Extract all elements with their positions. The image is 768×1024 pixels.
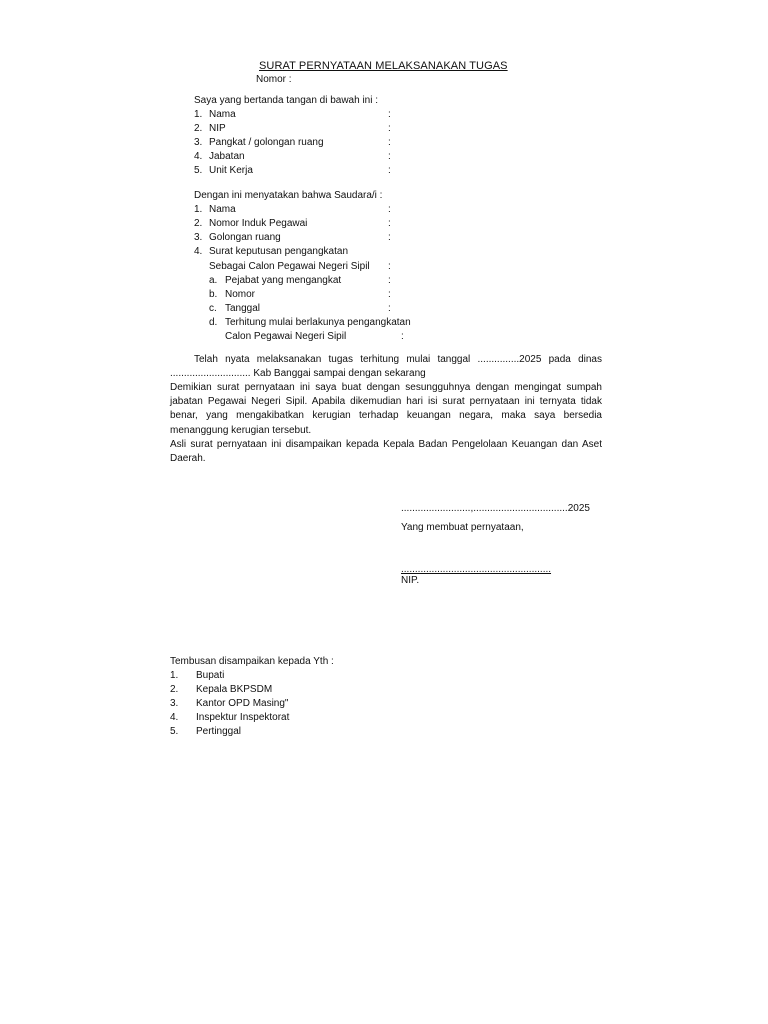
item-number: 3. [194,232,203,243]
paragraph-line: Telah nyata melaksanakan tugas terhitung mulai tanggal ...............2025 pada dinas [194,354,602,365]
paragraph-line: Asli surat pernyataan ini disampaikan kepada Kepala Badan Pengelolaan Keuangan dan Aset [170,439,602,450]
item-colon: : [388,109,391,120]
item-number: 4. [194,246,203,257]
section2-intro: Dengan ini menyatakan bahwa Saudara/i : [194,190,383,201]
item-colon: : [388,289,391,300]
sub-item-letter: d. [209,317,218,328]
item-number: 3. [194,137,203,148]
sub-item-letter: c. [209,303,217,314]
item-label: Unit Kerja [209,165,253,176]
item-label: Kantor OPD Masing" [196,698,289,709]
sub-item-label: Pejabat yang mengangkat [225,275,342,286]
item-label: Golongan ruang [209,232,281,243]
paragraph-line: ............................. Kab Banggai sampai dengan sekarang [170,368,426,379]
signature-name-line: ...................................................... [401,564,552,575]
item-colon: : [388,261,391,272]
signature-nip-label: NIP. [401,575,420,586]
paragraph-line: menanggung kerugian tersebut. [170,425,312,436]
tembusan-heading: Tembusan disampaikan kepada Yth : [170,656,334,667]
sub-item-label: Tanggal [225,303,261,314]
nomor-label: Nomor : [256,74,292,85]
document-title: SURAT PERNYATAAN MELAKSANAKAN TUGAS [259,60,508,72]
sub-item-letter: b. [209,289,218,300]
item-number: 4. [194,151,203,162]
item-label: Pertinggal [196,726,242,737]
sub-item-letter: a. [209,275,218,286]
item-number: 1. [194,204,203,215]
item-label: Nomor Induk Pegawai [209,218,308,229]
item-colon: : [388,165,391,176]
paragraph-line: benar, yang mengakibatkan kerugian terhadap keuangan negara, maka saya bersedia [170,410,602,421]
item-colon: : [388,137,391,148]
item-number: 1. [194,109,203,120]
item-number: 1. [170,670,179,681]
item-colon: : [388,303,391,314]
item-label: Nama [209,109,236,120]
item-number: 5. [194,165,203,176]
item-number: 2. [194,218,203,229]
item-label: Nama [209,204,236,215]
item-colon: : [388,151,391,162]
item-colon: : [388,204,391,215]
item-label: Inspektur Inspektorat [196,712,290,723]
item-colon: : [388,123,391,134]
paragraph-line: Daerah. [170,453,206,464]
item-label: Jabatan [209,151,245,162]
item-label: Pangkat / golongan ruang [209,137,324,148]
item-number: 3. [170,698,179,709]
sub-item-label: Nomor [225,289,256,300]
sub-heading: Sebagai Calon Pegawai Negeri Sipil [209,261,370,272]
item-colon: : [388,232,391,243]
signature-maker-label: Yang membuat pernyataan, [401,522,524,533]
item-number: 2. [170,684,179,695]
paragraph-line: jabatan Pegawai Negeri Sipil. Apabila dikemudian hari isi surat pernyataan ini ternyata tidak [170,396,602,407]
item-colon: : [388,275,391,286]
item-number: 5. [170,726,179,737]
item-label: Surat keputusan pengangkatan [209,246,348,257]
paragraph-line: Demikian surat pernyataan ini saya buat dengan sesungguhnya dengan mengingat sumpah [170,382,602,393]
item-number: 2. [194,123,203,134]
signature-date-line: .........................,..................................2025 [401,503,590,514]
item-colon: : [388,218,391,229]
sub-item-label: Terhitung mulai berlakunya pengangkatan [225,317,411,328]
item-label: Bupati [196,670,225,681]
item-number: 4. [170,712,179,723]
item-label: Kepala BKPSDM [196,684,273,695]
sub-item-label: Calon Pegawai Negeri Sipil [225,331,347,342]
item-colon: : [401,331,404,342]
item-label: NIP [209,123,226,134]
section1-intro: Saya yang bertanda tangan di bawah ini : [194,95,379,106]
